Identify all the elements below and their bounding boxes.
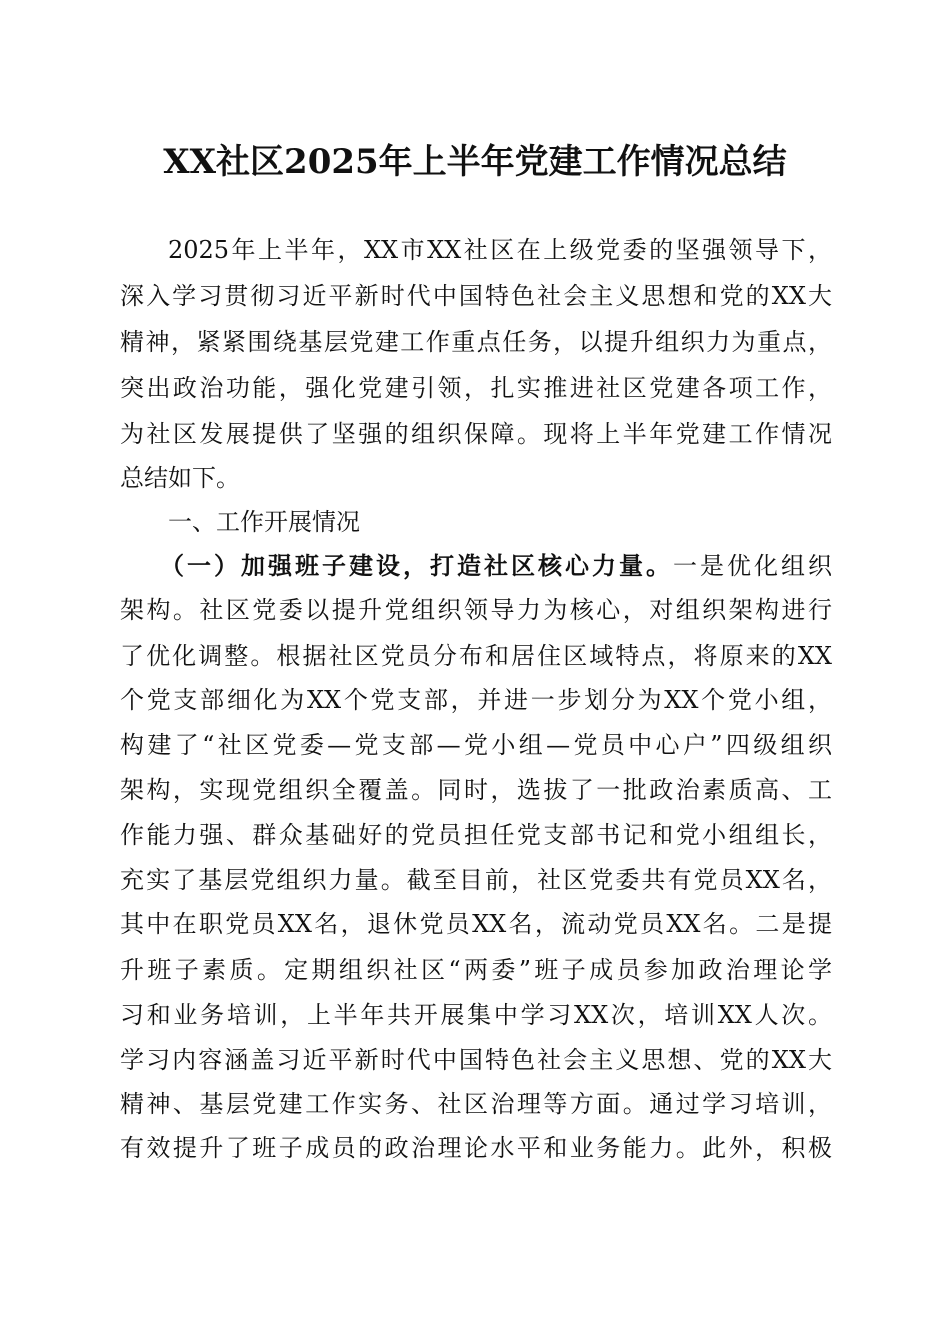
intro-line: 深入学习贯彻习近平新时代中国特色社会主义思想和党的XX大 [120, 282, 832, 310]
body-line: 架构。社区党委以提升党组织领导力为核心，对组织架构进行 [120, 596, 832, 624]
intro-line: 总结如下。 [120, 464, 240, 492]
body-line: 精神、基层党建工作实务、社区治理等方面。通过学习培训， [120, 1090, 832, 1118]
body-line: 构建了“社区党委—党支部—党小组—党员中心户”四级组织 [120, 731, 832, 759]
body-text: 一是优化组织 [673, 552, 832, 580]
body-line: 学习内容涵盖习近平新时代中国特色社会主义思想、党的XX大 [120, 1046, 832, 1074]
intro-line: 精神，紧紧围绕基层党建工作重点任务，以提升组织力为重点， [120, 328, 832, 356]
body-line: 其中在职党员XX名，退休党员XX名，流动党员XX名。二是提 [120, 910, 832, 938]
section-heading: 一、工作开展情况 [168, 508, 360, 536]
subsection-heading: （一）加强班子建设，打造社区核心力量。 [160, 551, 673, 580]
body-line: 了优化调整。根据社区党员分布和居住区域特点，将原来的XX [120, 642, 832, 670]
body-line: 作能力强、群众基础好的党员担任党支部书记和党小组组长， [120, 821, 832, 849]
intro-line: 为社区发展提供了坚强的组织保障。现将上半年党建工作情况 [120, 420, 832, 448]
body-line: 充实了基层党组织力量。截至目前，社区党委共有党员XX名， [120, 866, 832, 894]
intro-line: 2025年上半年，XX市XX社区在上级党委的坚强领导下， [168, 236, 832, 264]
body-line: 习和业务培训，上半年共开展集中学习XX次，培训XX人次。 [120, 1001, 832, 1029]
intro-line: 突出政治功能，强化党建引领，扎实推进社区党建各项工作， [120, 374, 832, 402]
document-title: XX社区2025年上半年党建工作情况总结 [163, 142, 787, 182]
body-line: 有效提升了班子成员的政治理论水平和业务能力。此外，积极 [120, 1134, 832, 1162]
subsection-first-line [160, 546, 832, 586]
body-line: 个党支部细化为XX个党支部，并进一步划分为XX个党小组， [120, 686, 832, 714]
body-line: 升班子素质。定期组织社区“两委”班子成员参加政治理论学 [120, 956, 832, 984]
body-line: 架构，实现党组织全覆盖。同时，选拔了一批政治素质高、工 [120, 776, 832, 804]
